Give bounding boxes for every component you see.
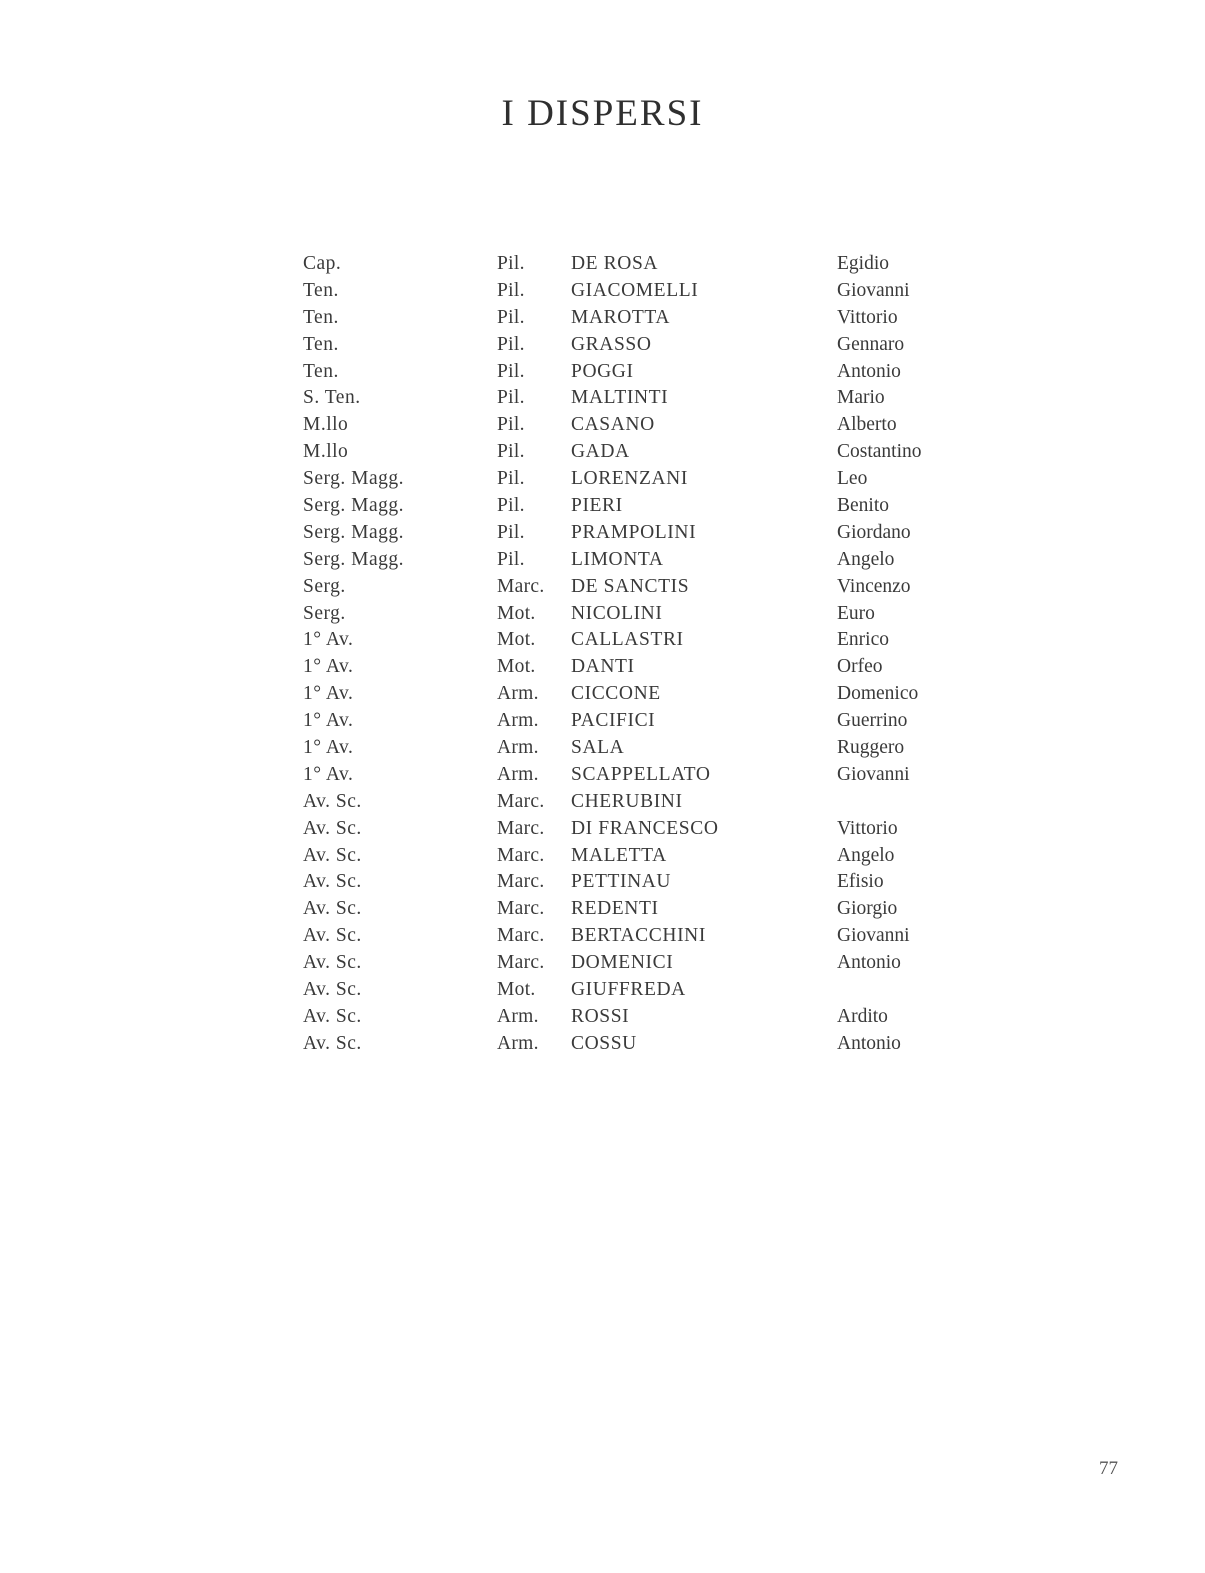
specialty-cell: Marc.	[497, 898, 545, 920]
specialty-cell: Pil.	[497, 279, 525, 301]
specialty-cell: Arm.	[497, 1005, 539, 1027]
surname-cell: DE SANCTIS	[571, 575, 690, 597]
roster-row	[303, 869, 963, 896]
rank-cell: 1° Av.	[303, 763, 354, 785]
roster-row	[303, 332, 963, 359]
rank-cell: M.llo	[303, 441, 349, 463]
rank-cell: 1° Av.	[303, 656, 354, 678]
specialty-cell: Marc.	[497, 844, 545, 866]
specialty-cell: Pil.	[497, 253, 525, 274]
rank-cell: S. Ten.	[303, 387, 361, 409]
surname-cell: GIUFFREDA	[571, 979, 686, 1001]
surname-cell: CICCONE	[571, 683, 661, 705]
specialty-cell: Pil.	[497, 495, 525, 517]
surname-cell: LORENZANI	[571, 468, 688, 490]
first-name-cell: Egidio	[837, 253, 889, 274]
rank-cell: Cap.	[303, 253, 342, 274]
rank-cell: Av. Sc.	[303, 817, 362, 839]
roster-row	[303, 601, 963, 628]
first-name-cell: Angelo	[837, 844, 895, 866]
roster-row	[303, 762, 963, 789]
roster-row	[303, 896, 963, 923]
first-name-cell: Ardito	[837, 1005, 888, 1027]
roster-row	[303, 278, 963, 305]
roster-row	[303, 843, 963, 870]
rank-cell: Av. Sc.	[303, 1032, 362, 1054]
specialty-cell: Mot.	[497, 656, 536, 678]
specialty-cell: Mot.	[497, 629, 536, 651]
first-name-cell: Vincenzo	[837, 575, 911, 597]
first-name-cell: Giovanni	[837, 279, 910, 301]
specialty-cell: Pil.	[497, 306, 525, 328]
first-name-cell: Costantino	[837, 441, 922, 463]
rank-cell: Av. Sc.	[303, 979, 362, 1001]
specialty-cell: Marc.	[497, 871, 545, 893]
surname-cell: CASANO	[571, 414, 655, 436]
roster-row	[303, 654, 963, 681]
rank-cell: Ten.	[303, 360, 339, 382]
specialty-cell: Pil.	[497, 333, 525, 355]
surname-cell: DOMENICI	[571, 952, 674, 974]
first-name-cell: Efisio	[837, 871, 884, 893]
rank-cell: Serg.	[303, 602, 346, 624]
page-number: 77	[1099, 1458, 1118, 1479]
first-name-cell: Antonio	[837, 952, 901, 974]
surname-cell: CHERUBINI	[571, 790, 683, 812]
specialty-cell: Arm.	[497, 763, 539, 785]
specialty-cell: Marc.	[497, 817, 545, 839]
surname-cell: DI FRANCESCO	[571, 817, 719, 839]
roster-row	[303, 385, 963, 412]
specialty-cell: Marc.	[497, 790, 545, 812]
specialty-cell: Arm.	[497, 683, 539, 705]
roster-row	[303, 412, 963, 439]
rank-cell: Serg. Magg.	[303, 468, 405, 490]
surname-cell: PIERI	[571, 495, 623, 517]
first-name-cell: Antonio	[837, 360, 901, 382]
page-title: I DISPERSI	[501, 93, 704, 134]
specialty-cell: Pil.	[497, 360, 525, 382]
first-name-cell: Vittorio	[837, 306, 898, 328]
first-name-cell: Enrico	[837, 629, 889, 651]
first-name-cell: Vittorio	[837, 817, 898, 839]
roster-row	[303, 1004, 963, 1031]
surname-cell: SALA	[571, 737, 625, 759]
surname-cell: REDENTI	[571, 898, 659, 920]
rank-cell: 1° Av.	[303, 683, 354, 705]
roster-row	[303, 681, 963, 708]
rank-cell: 1° Av.	[303, 737, 354, 759]
surname-cell: MALTINTI	[571, 387, 669, 409]
rank-cell: Av. Sc.	[303, 898, 362, 920]
specialty-cell: Marc.	[497, 925, 545, 947]
surname-cell: ROSSI	[571, 1005, 630, 1027]
roster-row	[303, 977, 963, 1004]
roster-row	[303, 627, 963, 654]
roster-row	[303, 520, 963, 547]
rank-cell: Ten.	[303, 333, 339, 355]
surname-cell: PETTINAU	[571, 871, 672, 893]
first-name-cell: Gennaro	[837, 333, 905, 355]
specialty-cell: Pil.	[497, 387, 525, 409]
roster-list	[303, 251, 963, 1058]
surname-cell: GIACOMELLI	[571, 279, 699, 301]
rank-cell: Av. Sc.	[303, 871, 362, 893]
roster-row	[303, 547, 963, 574]
roster-row	[303, 466, 963, 493]
surname-cell: DANTI	[571, 656, 635, 678]
rank-cell: 1° Av.	[303, 710, 354, 732]
first-name-cell: Ruggero	[837, 737, 905, 759]
rank-cell: Av. Sc.	[303, 925, 362, 947]
rank-cell: Av. Sc.	[303, 790, 362, 812]
roster-row	[303, 1031, 963, 1058]
specialty-cell: Pil.	[497, 468, 525, 490]
specialty-cell: Pil.	[497, 548, 525, 570]
surname-cell: SCAPPELLATO	[571, 763, 711, 785]
first-name-cell: Alberto	[837, 414, 897, 436]
roster-row	[303, 305, 963, 332]
first-name-cell: Angelo	[837, 548, 895, 570]
specialty-cell: Arm.	[497, 1032, 539, 1054]
surname-cell: GRASSO	[571, 333, 652, 355]
first-name-cell: Giovanni	[837, 763, 910, 785]
roster-row	[303, 439, 963, 466]
surname-cell: NICOLINI	[571, 602, 663, 624]
first-name-cell: Giovanni	[837, 925, 910, 947]
rank-cell: Ten.	[303, 279, 339, 301]
first-name-cell: Giordano	[837, 521, 911, 543]
specialty-cell: Pil.	[497, 441, 525, 463]
surname-cell: POGGI	[571, 360, 634, 382]
specialty-cell: Mot.	[497, 979, 536, 1001]
surname-cell: COSSU	[571, 1032, 637, 1054]
roster-row	[303, 950, 963, 977]
roster-row	[303, 708, 963, 735]
rank-cell: Serg.	[303, 575, 346, 597]
surname-cell: PRAMPOLINI	[571, 521, 697, 543]
rank-cell: 1° Av.	[303, 629, 354, 651]
first-name-cell: Guerrino	[837, 710, 908, 732]
rank-cell: Av. Sc.	[303, 1005, 362, 1027]
surname-cell: MALETTA	[571, 844, 667, 866]
rank-cell: M.llo	[303, 414, 349, 436]
roster-row	[303, 923, 963, 950]
roster-row	[303, 493, 963, 520]
specialty-cell: Arm.	[497, 737, 539, 759]
surname-cell: BERTACCHINI	[571, 925, 706, 947]
surname-cell: MAROTTA	[571, 306, 671, 328]
surname-cell: LIMONTA	[571, 548, 664, 570]
rank-cell: Ten.	[303, 306, 339, 328]
rank-cell: Av. Sc.	[303, 844, 362, 866]
rank-cell: Serg. Magg.	[303, 521, 405, 543]
rank-cell: Serg. Magg.	[303, 548, 405, 570]
rank-cell: Av. Sc.	[303, 952, 362, 974]
first-name-cell: Antonio	[837, 1032, 901, 1054]
first-name-cell: Domenico	[837, 683, 919, 705]
first-name-cell: Leo	[837, 468, 868, 490]
surname-cell: CALLASTRI	[571, 629, 684, 651]
roster-row	[303, 816, 963, 843]
roster-row	[303, 359, 963, 386]
roster-row	[303, 789, 963, 816]
first-name-cell: Giorgio	[837, 898, 898, 920]
first-name-cell: Euro	[837, 602, 875, 624]
surname-cell: PACIFICI	[571, 710, 656, 732]
first-name-cell: Orfeo	[837, 656, 883, 678]
specialty-cell: Marc.	[497, 575, 545, 597]
roster-row	[303, 251, 963, 278]
surname-cell: GADA	[571, 441, 630, 463]
surname-cell: DE ROSA	[571, 253, 659, 274]
rank-cell: Serg. Magg.	[303, 495, 405, 517]
roster-row	[303, 735, 963, 762]
first-name-cell: Mario	[837, 387, 885, 409]
roster-row	[303, 574, 963, 601]
specialty-cell: Mot.	[497, 602, 536, 624]
specialty-cell: Pil.	[497, 414, 525, 436]
first-name-cell: Benito	[837, 495, 889, 517]
specialty-cell: Pil.	[497, 521, 525, 543]
specialty-cell: Marc.	[497, 952, 545, 974]
specialty-cell: Arm.	[497, 710, 539, 732]
